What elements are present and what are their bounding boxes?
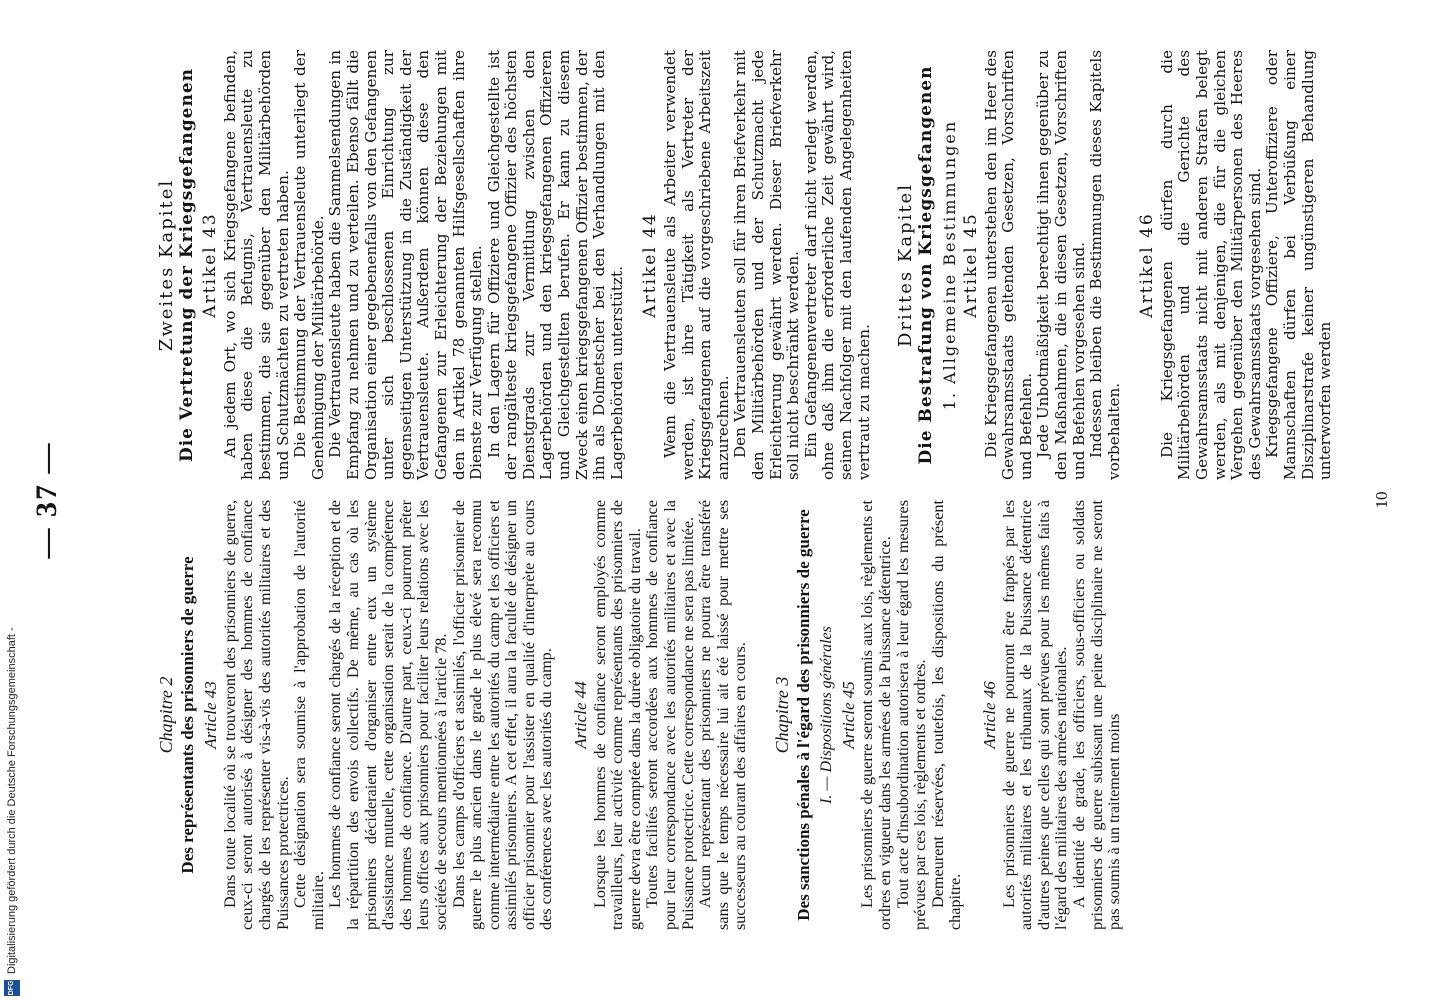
paragraph: Lorsque les hommes de confiance seront employés comme travailleurs, leur activité comme représentants des prisonniers de guerre devra être comptée dans la durée obligatoire du travail. [590,500,644,930]
digitization-credit [0,0,24,1000]
paragraph: Den Vertrauensleuten soll für ihren Briefverkehr mit den Militärbehörden und der Schutzmacht jede Erleichterung gewährt werden. Dieser Briefverkehr soll nicht beschränkt werden. [731,50,803,480]
paragraph: An jedem Ort, wo sich Kriegsgefangene befinden, haben diese die Befugnis, Vertrauensleute zu bestimmen, die sie gegenüber den Militärbehörden und Schutzmächten zu vertreten haben. [220,50,292,480]
paragraph: Ein Gefangenenvertreter darf nicht verlegt werden, ohne daß ihm die erforderliche Zeit gewährt wird, seinen Nachfolger mit den laufenden Angelegenheiten vertraut zu machen. [801,50,873,480]
paragraph: Dans toute localité où se trouveront des prisonniers de guerre, ceux-ci seront autorisés à désigner des hommes de confiance chargés de les représenter vis-à-vis des autorités militaires et des Puissances protectrices. [220,500,292,930]
paragraph: A identité de grade, les officiers, sous-officiers ou soldats prisonniers de guerre subissant une peine disciplinaire ne seront pas soumis à un traitement moins [1069,500,1124,930]
page-number: — 37 — [30,441,63,559]
chapter-title: Des sanctions pénales à l'égard des prisonniers de guerre [793,509,813,921]
article-heading: Artikel 45 [960,212,981,318]
paragraph: Die Kriegsgefangenen unterstehen den im Heer des Gewahrsamsstaats geltenden Gesetzen, Vorschriften und Befehlen. [981,50,1035,480]
chapter-title: Die Bestrafung von Kriegsgefangenen [915,65,936,465]
signature-number: 10 [1372,491,1391,509]
article-heading: Artikel 46 [1137,212,1158,318]
chapter-heading: Zweites Kapitel [156,178,177,352]
paragraph: Demeurent réservées, toutefois, les dispositions du présent chapitre. [928,500,965,930]
chapter-heading: Drittes Kapitel [895,183,917,347]
chapter-heading: Chapitre 3 [772,676,792,754]
chapter-title: Des représentants des prisonniers de guerre [177,556,197,874]
article-heading: Article 43 [201,681,221,749]
paragraph: Die Kriegsgefangenen dürfen durch die Militärbehörden und die Gerichte des Gewahrsamsstaats nicht mit anderen Strafen belegt werden, als mit denjenigen, die für die gleichen Vergehen gegenüber den Militärpersonen des Heeres des Gewahrsamsstaats vorgesehen sind. [1157,50,1264,480]
article-heading: Article 45 [838,681,858,749]
french-column [158,500,1124,930]
section-heading: I. — Dispositions générales [818,626,836,804]
section-heading: 1. Allgemeine Bestimmungen [940,119,960,411]
paragraph: Les prisonniers de guerre ne pourront être frappés par les autorités militaires et les tribunaux de la Puissance détentrice d'autres peines que celles qui sont prévues pour les mêmes faits à l'égard des militaires des armées nationales. [999,500,1071,930]
paragraph: Dans les camps d'officiers et assimilés, l'officier prisonnier de guerre le plus ancien dans le grade le plus élevé sera reconnu comme intermédiaire entre les autorités du camp et les officiers et assimilés prisonniers. A cet effet, il aura la faculté de désigner un officier prisonnier pour l'assister en qualité d'interprète au cours des conférences avec les autorités du camp. [449,500,556,930]
paragraph: Wenn die Vertrauensleute als Arbeiter verwendet werden, ist ihre Tätigkeit als Vertreter der Kriegsgefangenen auf die vorgeschriebene Arbeitszeit anzurechnen. [661,50,732,480]
german-column [158,50,1335,480]
dfg-logo-icon: DFG [4,980,20,996]
paragraph: Die Vertrauensleute haben die Sammelsendungen in Empfang zu nehmen und zu verteilen. Ebenso fällt die Organisation einer gegebenenfalls von den Gefangenen unter sich beschlossenen Einrichtung zur gegenseitigen Unterstützung in die Zuständigkeit der Vertrauensleute. Außerdem können diese den Gefangenen zur Erleichterung der Beziehungen mit den in Artikel 78 genannten Hilfsgesellschaften ihre Dienste zur Verfügung stellen. [326,50,486,480]
article-heading: Artikel 44 [640,212,661,318]
paragraph: In den Lagern für Offiziere und Gleichgestellte ist der rangälteste kriegsgefangene Offizier des höchsten Dienstgrads zur Vermittlung zwischen den Lagerbehörden und den kriegsgefangenen Offizieren und Gleichgestellten berufen. Er kann zu diesem Zweck einen kriegsgefangenen Offizier bestimmen, der ihn als Dolmetscher bei den Verhandlungen mit den Lagerbehörden unterstützt. [484,50,626,480]
paragraph: Cette désignation sera soumise à l'approbation de l'autorité militaire. [291,500,327,930]
article-heading: Article 44 [571,681,591,749]
credit-text: Digitalisierung gefördert durch die Deutsche Forschungsgemeinschaft - [6,627,18,974]
paragraph: Les hommes de confiance seront chargés de la réception et de la répartition des envois collectifs. De même, au cas où les prisonniers décideraient d'organiser entre eux un système d'assistance mutuelle, cette organisation serait de la compétence des hommes de confiance. D'autre part, ceux-ci pourront prêter leurs offices aux prisonniers pour faciliter leurs relations avec les sociétés de secours mentionnées à l'article 78. [326,500,450,930]
paragraph: Jede Unbotmäßigkeit berechtigt ihnen gegenüber zu den Maßnahmen, die in diesen Gesetzen, Vorschriften und Befehlen vorgesehen sind. [1034,50,1088,480]
chapter-heading: Chapitre 2 [156,676,176,754]
article-heading: Artikel 43 [200,212,221,318]
article-heading: Article 46 [979,681,999,749]
paragraph: Les prisonniers de guerre seront soumis aux lois, règlements et ordres en vigueur dans les armées de la Puissance détentrice. [858,500,894,930]
paragraph: Indessen bleiben die Bestimmungen dieses Kapitels vorbehalten. [1087,50,1123,480]
paragraph: Kriegsgefangene Offiziere, Unteroffiziere oder Mannschaften dürfen bei Verbüßung einer Disziplinarstrafe keiner ungünstigeren Behandlung unterworfen werden [1263,50,1335,480]
chapter-title: Die Vertretung der Kriegsgefangenen [176,68,197,463]
paragraph: Die Bestimmung der Vertrauensleute unterliegt der Genehmigung der Militärbehörde. [291,50,327,480]
paragraph: Aucun représentant des prisonniers ne pourra être transféré sans que le temps nécessaire lui ait été laissé pour mettre ses successeurs au courant des affaires en cours. [696,500,750,930]
paragraph: Toutes facilités seront accordées aux hommes de confiance pour leur correspondance avec les autorités militaires et avec la Puissance protectrice. Cette correspondance ne sera pas limitée. [643,500,697,930]
paragraph: Tout acte d'insubordination autorisera à leur égard les mesures prévues par ces lois, règlements et ordres. [893,500,930,930]
